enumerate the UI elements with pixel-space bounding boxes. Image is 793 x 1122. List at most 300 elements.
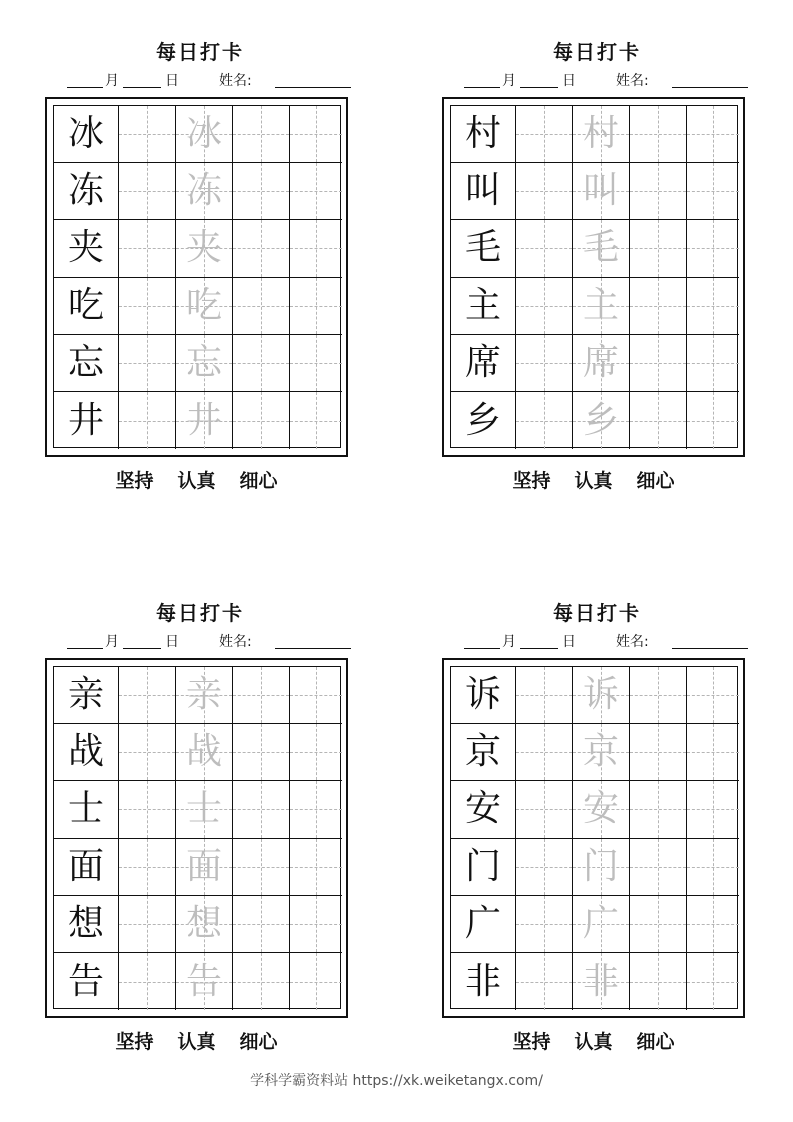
motto-word: 坚持 bbox=[115, 1031, 154, 1053]
grid-frame bbox=[442, 658, 745, 1018]
trace-character: 士 bbox=[185, 788, 222, 830]
grid-cell bbox=[54, 163, 119, 220]
grid-cell bbox=[451, 106, 516, 163]
guide-line-horizontal bbox=[516, 867, 572, 868]
name-label: 姓名: bbox=[219, 73, 252, 89]
model-character: 想 bbox=[67, 902, 104, 944]
footer-watermark: 学科学霸资料站 https://xk.weiketangx.com/ bbox=[250, 1073, 543, 1089]
name-blank[interactable] bbox=[672, 648, 748, 649]
trace-character: 亲 bbox=[185, 674, 222, 716]
model-character: 叫 bbox=[464, 170, 501, 212]
guide-line-horizontal bbox=[119, 363, 175, 364]
practice-card bbox=[45, 36, 355, 496]
guide-line-horizontal bbox=[119, 421, 175, 422]
practice-card bbox=[442, 36, 752, 496]
grid-cell[interactable] bbox=[233, 896, 290, 953]
grid-cell[interactable] bbox=[119, 896, 176, 953]
grid-cell[interactable] bbox=[630, 220, 687, 277]
grid-cell[interactable] bbox=[176, 278, 233, 335]
guide-line-horizontal bbox=[516, 695, 572, 696]
motto-word: 细心 bbox=[636, 1031, 675, 1053]
grid-cell bbox=[451, 220, 516, 277]
grid-cell[interactable] bbox=[516, 724, 573, 781]
guide-line-horizontal bbox=[233, 306, 289, 307]
grid-cell[interactable] bbox=[687, 163, 739, 220]
grid-cell[interactable] bbox=[176, 953, 233, 1010]
name-blank[interactable] bbox=[275, 648, 351, 649]
grid-cell[interactable] bbox=[573, 278, 630, 335]
trace-character: 想 bbox=[185, 902, 222, 944]
grid-cell[interactable] bbox=[573, 106, 630, 163]
guide-line-horizontal bbox=[516, 809, 572, 810]
grid-cell[interactable] bbox=[290, 781, 342, 838]
grid-cell bbox=[451, 781, 516, 838]
date-name-line bbox=[63, 631, 353, 651]
grid-cell bbox=[451, 896, 516, 953]
grid-cell[interactable] bbox=[630, 667, 687, 724]
grid-cell[interactable] bbox=[630, 953, 687, 1010]
card-title: 每日打卡 bbox=[553, 601, 641, 625]
grid-cell[interactable] bbox=[176, 667, 233, 724]
model-character: 夹 bbox=[67, 227, 104, 269]
trace-character: 井 bbox=[185, 399, 222, 441]
model-character: 忘 bbox=[67, 341, 104, 383]
grid-cell[interactable] bbox=[573, 220, 630, 277]
grid-cell bbox=[451, 839, 516, 896]
grid-cell[interactable] bbox=[290, 106, 342, 163]
grid-cell[interactable] bbox=[290, 724, 342, 781]
grid-cell[interactable] bbox=[119, 724, 176, 781]
grid-cell[interactable] bbox=[119, 163, 176, 220]
grid-cell[interactable] bbox=[516, 896, 573, 953]
guide-line-horizontal bbox=[630, 752, 686, 753]
tian-zi-grid bbox=[450, 666, 738, 1009]
grid-cell[interactable] bbox=[233, 667, 290, 724]
model-character: 冰 bbox=[67, 113, 104, 155]
guide-line-horizontal bbox=[516, 924, 572, 925]
day-blank[interactable] bbox=[520, 87, 558, 88]
model-character: 京 bbox=[464, 731, 501, 773]
guide-line-horizontal bbox=[233, 363, 289, 364]
grid-cell bbox=[451, 163, 516, 220]
tian-zi-grid bbox=[53, 105, 341, 448]
trace-character: 战 bbox=[185, 731, 222, 773]
trace-character: 安 bbox=[582, 788, 619, 830]
grid-cell[interactable] bbox=[516, 392, 573, 449]
grid-cell[interactable] bbox=[630, 335, 687, 392]
guide-line-horizontal bbox=[233, 695, 289, 696]
motto-word: 坚持 bbox=[512, 470, 551, 492]
grid-cell[interactable] bbox=[687, 220, 739, 277]
guide-line-horizontal bbox=[233, 248, 289, 249]
grid-cell bbox=[54, 220, 119, 277]
model-character: 安 bbox=[464, 788, 501, 830]
grid-cell bbox=[54, 839, 119, 896]
grid-cell[interactable] bbox=[516, 839, 573, 896]
motto-word: 认真 bbox=[177, 1031, 216, 1053]
grid-cell[interactable] bbox=[290, 839, 342, 896]
guide-line-horizontal bbox=[233, 421, 289, 422]
guide-line-horizontal bbox=[290, 924, 342, 925]
grid-cell[interactable] bbox=[176, 839, 233, 896]
guide-line-horizontal bbox=[290, 752, 342, 753]
grid-cell[interactable] bbox=[290, 278, 342, 335]
grid-cell[interactable] bbox=[176, 106, 233, 163]
trace-character: 叫 bbox=[582, 170, 619, 212]
model-character: 毛 bbox=[464, 227, 501, 269]
guide-line-horizontal bbox=[516, 982, 572, 983]
grid-cell[interactable] bbox=[687, 724, 739, 781]
grid-cell[interactable] bbox=[233, 953, 290, 1010]
guide-line-horizontal bbox=[687, 867, 739, 868]
month-blank[interactable] bbox=[67, 648, 103, 649]
date-name-line bbox=[460, 631, 750, 651]
grid-cell bbox=[54, 953, 119, 1010]
grid-cell[interactable] bbox=[176, 392, 233, 449]
grid-cell[interactable] bbox=[573, 667, 630, 724]
grid-cell[interactable] bbox=[516, 781, 573, 838]
grid-cell[interactable] bbox=[516, 335, 573, 392]
guide-line-horizontal bbox=[516, 363, 572, 364]
grid-cell[interactable] bbox=[176, 781, 233, 838]
guide-line-horizontal bbox=[119, 134, 175, 135]
grid-cell[interactable] bbox=[290, 953, 342, 1010]
guide-line-horizontal bbox=[630, 191, 686, 192]
grid-cell[interactable] bbox=[290, 896, 342, 953]
card-title: 每日打卡 bbox=[553, 40, 641, 64]
grid-cell[interactable] bbox=[233, 163, 290, 220]
guide-line-horizontal bbox=[119, 867, 175, 868]
guide-line-horizontal bbox=[290, 363, 342, 364]
grid-cell[interactable] bbox=[573, 953, 630, 1010]
grid-cell[interactable] bbox=[119, 335, 176, 392]
guide-line-horizontal bbox=[630, 924, 686, 925]
trace-character: 主 bbox=[582, 284, 619, 326]
grid-cell[interactable] bbox=[290, 335, 342, 392]
grid-cell[interactable] bbox=[630, 724, 687, 781]
motto-word: 坚持 bbox=[512, 1031, 551, 1053]
grid-cell[interactable] bbox=[573, 896, 630, 953]
grid-cell[interactable] bbox=[176, 896, 233, 953]
day-label: 日 bbox=[165, 73, 179, 89]
motto bbox=[442, 1027, 745, 1054]
motto-word: 细心 bbox=[636, 470, 675, 492]
grid-cell[interactable] bbox=[516, 953, 573, 1010]
grid-cell[interactable] bbox=[176, 724, 233, 781]
grid-cell[interactable] bbox=[630, 839, 687, 896]
grid-cell[interactable] bbox=[176, 163, 233, 220]
motto-word: 细心 bbox=[239, 1031, 278, 1053]
grid-cell[interactable] bbox=[630, 896, 687, 953]
guide-line-horizontal bbox=[233, 191, 289, 192]
model-character: 村 bbox=[464, 113, 501, 155]
grid-cell[interactable] bbox=[119, 953, 176, 1010]
grid-cell[interactable] bbox=[233, 278, 290, 335]
day-blank[interactable] bbox=[123, 648, 161, 649]
guide-line-horizontal bbox=[630, 306, 686, 307]
guide-line-horizontal bbox=[233, 752, 289, 753]
grid-cell[interactable] bbox=[290, 667, 342, 724]
guide-line-horizontal bbox=[687, 306, 739, 307]
month-blank[interactable] bbox=[67, 87, 103, 88]
month-label: 月 bbox=[105, 634, 119, 650]
grid-cell[interactable] bbox=[573, 839, 630, 896]
guide-line-horizontal bbox=[119, 191, 175, 192]
grid-cell bbox=[54, 278, 119, 335]
model-character: 门 bbox=[464, 845, 501, 887]
grid-cell[interactable] bbox=[233, 220, 290, 277]
grid-cell[interactable] bbox=[687, 781, 739, 838]
grid-cell[interactable] bbox=[516, 220, 573, 277]
grid-cell[interactable] bbox=[516, 163, 573, 220]
grid-cell[interactable] bbox=[119, 278, 176, 335]
guide-line-horizontal bbox=[630, 867, 686, 868]
trace-character: 门 bbox=[582, 845, 619, 887]
model-character: 主 bbox=[464, 284, 501, 326]
guide-line-horizontal bbox=[516, 752, 572, 753]
guide-line-horizontal bbox=[630, 982, 686, 983]
day-label: 日 bbox=[562, 634, 576, 650]
guide-line-horizontal bbox=[516, 421, 572, 422]
grid-cell[interactable] bbox=[573, 335, 630, 392]
name-label: 姓名: bbox=[616, 73, 649, 89]
grid-cell[interactable] bbox=[573, 724, 630, 781]
grid-cell[interactable] bbox=[233, 724, 290, 781]
guide-line-horizontal bbox=[119, 306, 175, 307]
month-blank[interactable] bbox=[464, 87, 500, 88]
guide-line-horizontal bbox=[516, 134, 572, 135]
guide-line-horizontal bbox=[630, 421, 686, 422]
guide-line-horizontal bbox=[687, 809, 739, 810]
guide-line-horizontal bbox=[233, 924, 289, 925]
grid-cell[interactable] bbox=[630, 781, 687, 838]
grid-cell[interactable] bbox=[290, 163, 342, 220]
model-character: 亲 bbox=[67, 674, 104, 716]
grid-cell bbox=[451, 953, 516, 1010]
guide-line-horizontal bbox=[687, 191, 739, 192]
motto bbox=[442, 466, 745, 493]
guide-line-horizontal bbox=[687, 752, 739, 753]
guide-line-horizontal bbox=[630, 248, 686, 249]
grid-cell[interactable] bbox=[687, 896, 739, 953]
guide-line-horizontal bbox=[630, 809, 686, 810]
motto-word: 坚持 bbox=[115, 470, 154, 492]
grid-cell[interactable] bbox=[630, 392, 687, 449]
practice-card bbox=[45, 597, 355, 1057]
guide-line-horizontal bbox=[687, 982, 739, 983]
motto bbox=[45, 466, 348, 493]
day-blank[interactable] bbox=[123, 87, 161, 88]
guide-line-horizontal bbox=[119, 248, 175, 249]
practice-card bbox=[442, 597, 752, 1057]
grid-cell[interactable] bbox=[516, 278, 573, 335]
guide-line-horizontal bbox=[290, 306, 342, 307]
trace-character: 席 bbox=[582, 341, 619, 383]
day-label: 日 bbox=[165, 634, 179, 650]
grid-cell[interactable] bbox=[119, 220, 176, 277]
tian-zi-grid bbox=[53, 666, 341, 1009]
guide-line-horizontal bbox=[290, 248, 342, 249]
guide-line-horizontal bbox=[516, 248, 572, 249]
trace-character: 吃 bbox=[185, 284, 222, 326]
guide-line-horizontal bbox=[290, 191, 342, 192]
grid-frame bbox=[442, 97, 745, 457]
model-character: 乡 bbox=[464, 399, 501, 441]
trace-character: 毛 bbox=[582, 227, 619, 269]
name-label: 姓名: bbox=[616, 634, 649, 650]
card-title: 每日打卡 bbox=[156, 40, 244, 64]
guide-line-horizontal bbox=[290, 695, 342, 696]
trace-character: 冻 bbox=[185, 170, 222, 212]
grid-cell[interactable] bbox=[687, 953, 739, 1010]
card-title: 每日打卡 bbox=[156, 601, 244, 625]
grid-cell[interactable] bbox=[687, 278, 739, 335]
model-character: 面 bbox=[67, 845, 104, 887]
model-character: 井 bbox=[67, 399, 104, 441]
grid-cell bbox=[54, 667, 119, 724]
motto bbox=[45, 1027, 348, 1054]
trace-character: 村 bbox=[582, 113, 619, 155]
grid-cell[interactable] bbox=[573, 781, 630, 838]
grid-cell[interactable] bbox=[290, 392, 342, 449]
motto-word: 认真 bbox=[574, 1031, 613, 1053]
grid-cell[interactable] bbox=[290, 220, 342, 277]
guide-line-horizontal bbox=[630, 363, 686, 364]
month-label: 月 bbox=[502, 73, 516, 89]
model-character: 席 bbox=[464, 341, 501, 383]
model-character: 广 bbox=[464, 902, 501, 944]
name-blank[interactable] bbox=[275, 87, 351, 88]
grid-cell[interactable] bbox=[516, 106, 573, 163]
date-name-line bbox=[460, 70, 750, 90]
name-blank[interactable] bbox=[672, 87, 748, 88]
model-character: 非 bbox=[464, 960, 501, 1002]
grid-cell bbox=[451, 724, 516, 781]
month-label: 月 bbox=[502, 634, 516, 650]
trace-character: 诉 bbox=[582, 674, 619, 716]
grid-cell bbox=[54, 392, 119, 449]
model-character: 士 bbox=[67, 788, 104, 830]
model-character: 诉 bbox=[464, 674, 501, 716]
trace-character: 京 bbox=[582, 731, 619, 773]
grid-cell[interactable] bbox=[630, 163, 687, 220]
model-character: 战 bbox=[67, 731, 104, 773]
grid-cell bbox=[451, 667, 516, 724]
grid-cell[interactable] bbox=[119, 781, 176, 838]
trace-character: 面 bbox=[185, 845, 222, 887]
grid-cell[interactable] bbox=[119, 106, 176, 163]
day-blank[interactable] bbox=[520, 648, 558, 649]
grid-cell bbox=[451, 392, 516, 449]
grid-cell bbox=[54, 724, 119, 781]
trace-character: 非 bbox=[582, 960, 619, 1002]
guide-line-horizontal bbox=[516, 191, 572, 192]
model-character: 告 bbox=[67, 960, 104, 1002]
grid-cell[interactable] bbox=[176, 335, 233, 392]
guide-line-horizontal bbox=[119, 982, 175, 983]
day-label: 日 bbox=[562, 73, 576, 89]
grid-cell[interactable] bbox=[630, 106, 687, 163]
grid-cell[interactable] bbox=[687, 839, 739, 896]
grid-cell[interactable] bbox=[176, 220, 233, 277]
trace-character: 乡 bbox=[582, 399, 619, 441]
grid-cell[interactable] bbox=[233, 106, 290, 163]
guide-line-horizontal bbox=[630, 134, 686, 135]
grid-frame bbox=[45, 658, 348, 1018]
grid-cell bbox=[54, 106, 119, 163]
guide-line-horizontal bbox=[290, 867, 342, 868]
grid-cell[interactable] bbox=[630, 278, 687, 335]
guide-line-horizontal bbox=[119, 752, 175, 753]
guide-line-horizontal bbox=[290, 421, 342, 422]
guide-line-horizontal bbox=[687, 363, 739, 364]
trace-character: 冰 bbox=[185, 113, 222, 155]
guide-line-horizontal bbox=[687, 695, 739, 696]
motto-word: 细心 bbox=[239, 470, 278, 492]
grid-cell[interactable] bbox=[233, 392, 290, 449]
grid-cell[interactable] bbox=[233, 781, 290, 838]
grid-cell[interactable] bbox=[119, 392, 176, 449]
grid-cell[interactable] bbox=[233, 335, 290, 392]
guide-line-horizontal bbox=[233, 809, 289, 810]
grid-cell[interactable] bbox=[687, 106, 739, 163]
grid-cell bbox=[451, 278, 516, 335]
grid-cell[interactable] bbox=[687, 667, 739, 724]
guide-line-horizontal bbox=[516, 306, 572, 307]
trace-character: 夹 bbox=[185, 227, 222, 269]
grid-cell bbox=[54, 335, 119, 392]
guide-line-horizontal bbox=[233, 134, 289, 135]
model-character: 吃 bbox=[67, 284, 104, 326]
guide-line-horizontal bbox=[687, 134, 739, 135]
grid-cell[interactable] bbox=[233, 839, 290, 896]
grid-cell[interactable] bbox=[573, 392, 630, 449]
model-character: 冻 bbox=[67, 170, 104, 212]
trace-character: 广 bbox=[582, 902, 619, 944]
guide-line-horizontal bbox=[290, 134, 342, 135]
guide-line-horizontal bbox=[687, 248, 739, 249]
trace-character: 告 bbox=[185, 960, 222, 1002]
grid-cell bbox=[54, 896, 119, 953]
guide-line-horizontal bbox=[630, 695, 686, 696]
grid-cell[interactable] bbox=[119, 839, 176, 896]
guide-line-horizontal bbox=[290, 982, 342, 983]
grid-cell[interactable] bbox=[687, 335, 739, 392]
guide-line-horizontal bbox=[119, 809, 175, 810]
grid-cell bbox=[54, 781, 119, 838]
grid-cell[interactable] bbox=[687, 392, 739, 449]
guide-line-horizontal bbox=[687, 421, 739, 422]
grid-cell[interactable] bbox=[516, 667, 573, 724]
guide-line-horizontal bbox=[687, 924, 739, 925]
trace-character: 忘 bbox=[185, 341, 222, 383]
tian-zi-grid bbox=[450, 105, 738, 448]
motto-word: 认真 bbox=[177, 470, 216, 492]
guide-line-horizontal bbox=[290, 809, 342, 810]
name-label: 姓名: bbox=[219, 634, 252, 650]
grid-cell[interactable] bbox=[119, 667, 176, 724]
month-blank[interactable] bbox=[464, 648, 500, 649]
date-name-line bbox=[63, 70, 353, 90]
guide-line-horizontal bbox=[119, 695, 175, 696]
guide-line-horizontal bbox=[233, 867, 289, 868]
grid-cell bbox=[451, 335, 516, 392]
month-label: 月 bbox=[105, 73, 119, 89]
guide-line-horizontal bbox=[119, 924, 175, 925]
motto-word: 认真 bbox=[574, 470, 613, 492]
grid-cell[interactable] bbox=[573, 163, 630, 220]
guide-line-horizontal bbox=[233, 982, 289, 983]
